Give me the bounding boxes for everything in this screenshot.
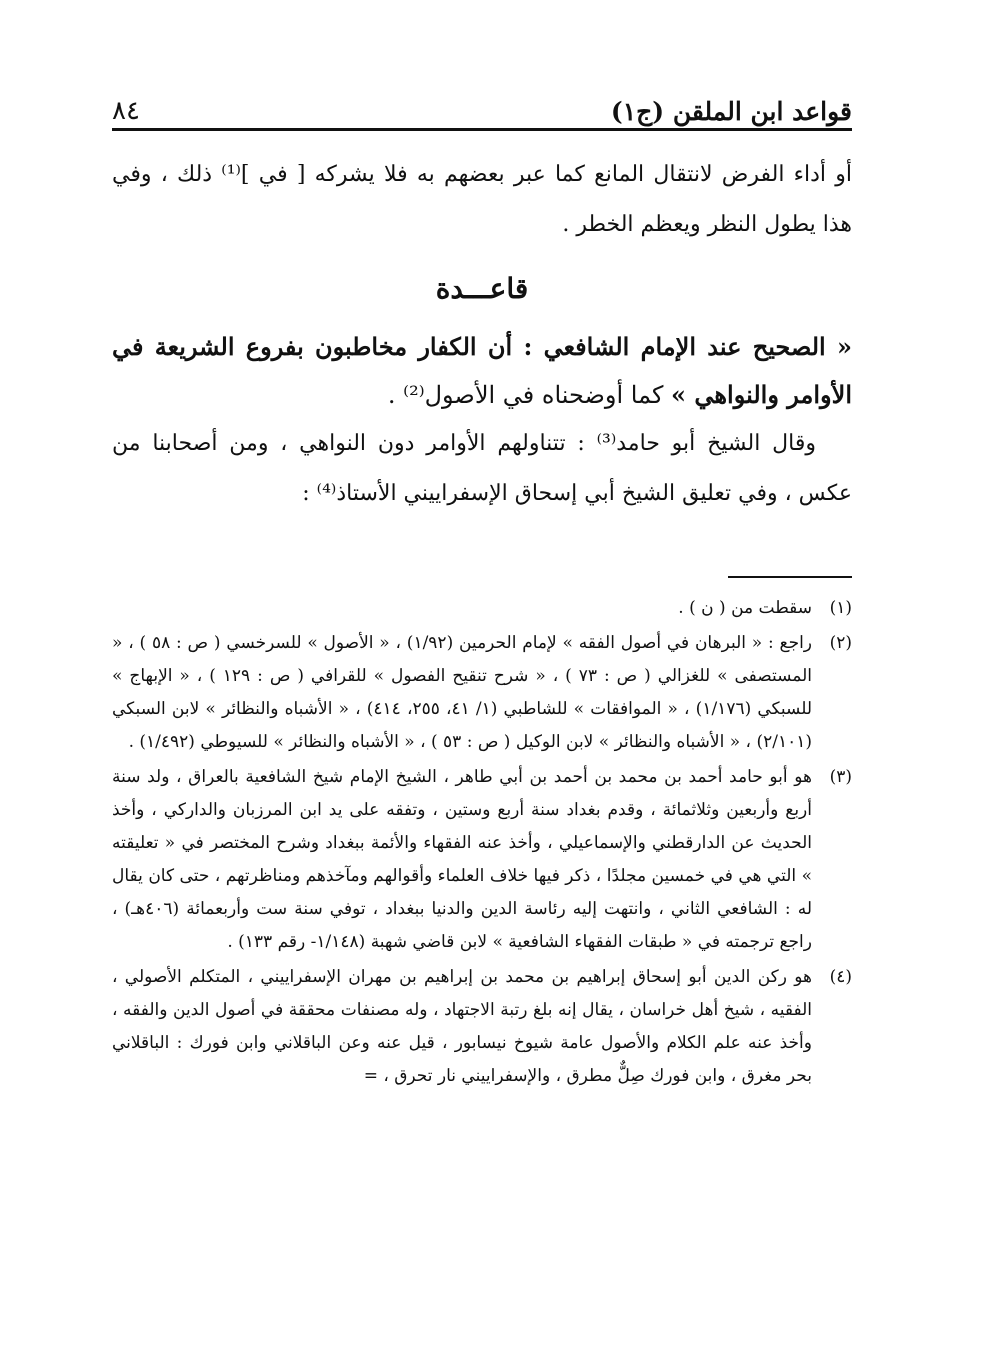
footnotes xyxy=(112,592,852,1095)
body-paragraph: وقال الشيخ أبو حامد⁽³⁾ : تتناولهم الأوامر دون النواهي ، ومن أصحابنا من عكس ، وفي تعليق الشيخ أبي إسحاق الإسفراييني الأستاذ⁽⁴⁾ : xyxy=(112,431,852,506)
intro-paragraph: أو أداء الفرض لانتقال المانع كما عبر بعضهم به فلا يشركه [ في ]⁽¹⁾ ذلك ، وفي هذا يطول النظر ويعظم الخطر . xyxy=(112,162,852,237)
footnote-text: راجع : « البرهان في أصول الفقه » لإمام الحرمين (١/٩٢) ، « الأصول » للسرخسي ( ص : ٥٨ ) ، « المستصفى » للغزالي ( ص : ٧٣ ) ، « شرح تنقيح الفصول » للقرافي ( ص : ١٢٩ ) ، « الإبهاج » للسبكي (١/١٧٦) ، « الموافقات » للشاطبي (١/ ٤١، ٢٥٥، ٤١٤) ، « الأشباه والنظائر » لابن السبكي (٢/١٠١) ، « الأشباه والنظائر » لابن الوكيل ( ص : ٥٣ ) ، « الأشباه والنظائر » للسيوطي (١/٤٩٢) . xyxy=(112,633,813,752)
footnote-number: (٤) xyxy=(829,967,852,987)
footnote-number: (١) xyxy=(829,598,852,618)
main-text xyxy=(112,150,852,519)
footnote-text: هو ركن الدين أبو إسحاق إبراهيم بن محمد بن إبراهيم بن مهران الإسفراييني ، المتكلم الأصولي ، الفقيه ، شيخ أهل خراسان ، يقال إنه بلغ رتبة الاجتهاد ، وله مصنفات محققة في أصول الدين والفقه ، وأخذ عنه علم الكلام والأصول عامة شيوخ نيسابور ، قيل عنه وعن الباقلاني وابن فورك : الباقلاني بحر مغرق ، وابن فورك صِلٌّ مطرق ، والإسفراييني نار تحرق ، = xyxy=(112,967,812,1086)
rule-rest-text: كما أوضحناه في الأصول⁽²⁾ . xyxy=(387,381,672,409)
footnote xyxy=(112,592,852,625)
running-header xyxy=(112,80,852,126)
header-divider xyxy=(112,128,852,131)
footnote xyxy=(112,961,852,1093)
section-heading: قاعـــدة xyxy=(435,272,529,305)
page-number: ٨٤ xyxy=(112,96,140,126)
footnote xyxy=(112,627,852,759)
footnote xyxy=(112,761,852,959)
footnote-number: (٢) xyxy=(829,633,852,653)
footnote-text: هو أبو حامد أحمد بن محمد بن أحمد بن أبي طاهر ، الشيخ الإمام شيخ الشافعية بالعراق ، ولد سنة أربع وأربعين وثلاثمائة ، وقدم بغداد سنة أربع وستين ، وتفقه على يد ابن المرزبان والداركي ، وأخذ الحديث عن الدارقطني والإسماعيلي ، وأخذ عنه الفقهاء والأئمة ببغداد وشرح المختصر في « تعليقته » التي هي في خمسين مجلدًا ، ذكر فيها خلاف العلماء وأقوالهم ومآخذهم ومناظرتهم ، حتى كان يقال له : الشافعي الثاني ، وانتهت إليه رئاسة الدين والدنيا ببغداد ، توفي سنة ست وأربعمائة (٤٠٦هـ) ، راجع ترجمته في « طبقات الفقهاء الشافعية » لابن قاضي شهبة (١/١٤٨- رقم ١٣٣) . xyxy=(112,767,813,952)
footnote-divider xyxy=(728,576,852,578)
footnote-text: سقطت من ( ن ) . xyxy=(678,598,812,618)
rule-statement xyxy=(112,323,852,419)
rule-bold-text: « الصحيح عند الإمام الشافعي : أن الكفار مخاطبون بفروع الشريعة في الأوامر والنواهي » xyxy=(112,332,852,409)
footnote-number: (٣) xyxy=(829,767,852,787)
book-title: قواعد ابن الملقن (ج١) xyxy=(610,97,852,126)
